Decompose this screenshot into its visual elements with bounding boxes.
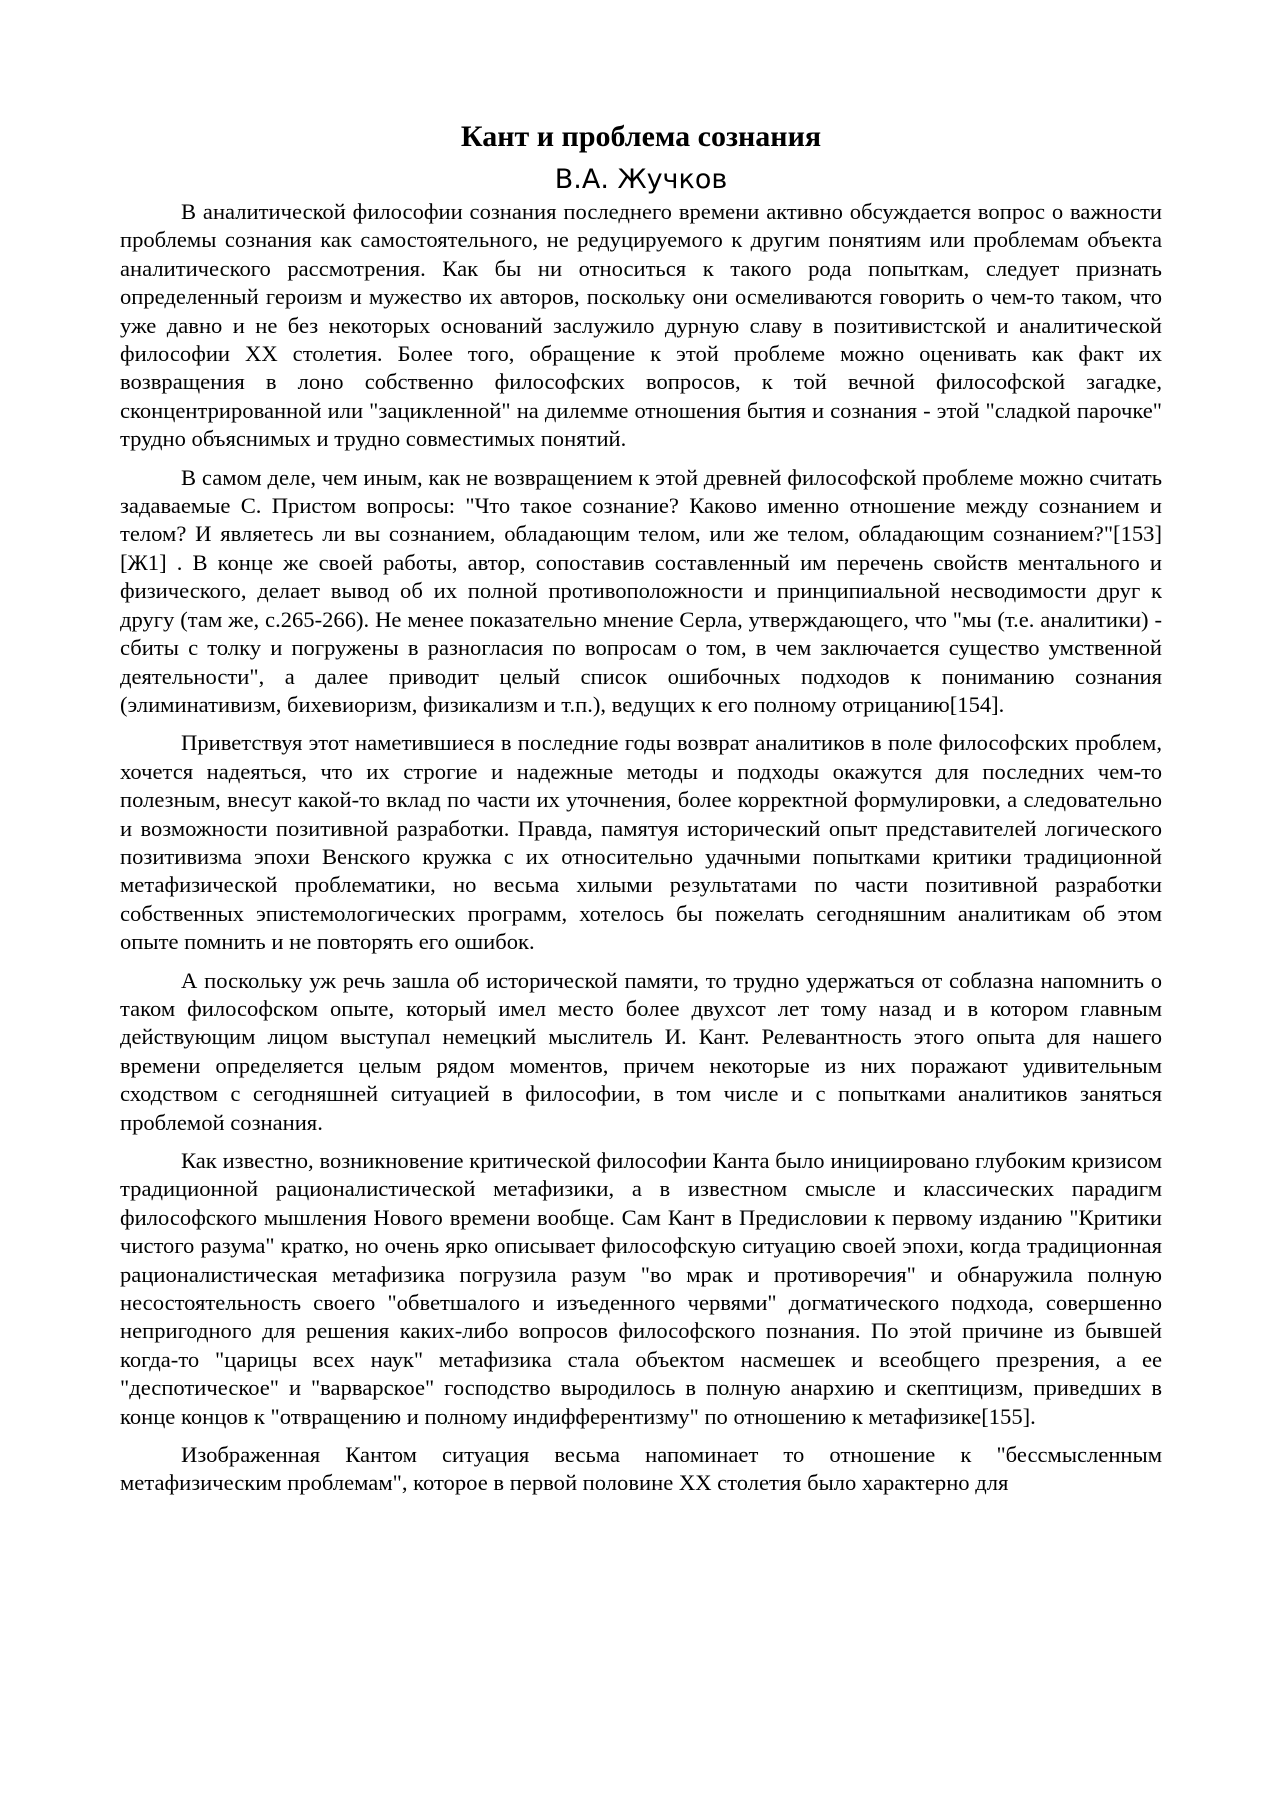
document-author: В.А. Жучков [554,164,728,195]
paragraph-4: А поскольку уж речь зашла об исторической памяти, то трудно удержаться от соблазна напомнить о таком философском опыте, который имел место более двухсот лет тому назад и в котором главным действующим лицом выступал немецкий мыслитель И. Кант. Релевантность этого опыта для нашего времени определяется целым рядом моментов, причем некоторые из них поражают удивительным сходством с сегодняшней ситуацией в философии, в том числе и с попытками аналитиков заняться проблемой сознания. [120,967,1162,1135]
document-title: Кант и проблема сознания [460,120,822,153]
paragraph-5: Как известно, возникновение критической философии Канта было инициировано глубоким кризисом традиционной рационалистической метафизики, а в известном смысле и классических парадигм философского мышления Нового времени вообще. Сам Кант в Предисловии к первому изданию "Критики чистого разума" кратко, но очень ярко описывает философскую ситуацию своей эпохи, когда традиционная рационалистическая метафизика погрузила разум "во мрак и противоречия" и обнаружила полную несостоятельность своего "обветшалого и изъеденного червями" догматического подхода, совершенно непригодного для решения каких-либо вопросов философского познания. По этой причине из бывшей когда-то "царицы всех наук" метафизика стала объектом насмешек и всеобщего презрения, а ее "деспотическое" и "варварское" господство выродилось в полную анархию и скептицизм, приведших в конце концов к "отвращению и полному индифферентизму" по отношению к метафизике[155]. [120,1148,1162,1429]
document-body [120,198,1162,1498]
paragraph-1: В аналитической философии сознания последнего времени активно обсуждается вопрос о важности проблемы сознания как самостоятельного, не редуцируемого к другим понятиям или проблемам объекта аналитического рассмотрения. Как бы ни относиться к такого рода попыткам, следует признать определенный героизм и мужество их авторов, поскольку они осмеливаются говорить о чем-то таком, что уже давно и не без некоторых оснований заслужило дурную славу в позитивистской и аналитической философии XX столетия. Более того, обращение к этой проблеме можно оценивать как факт их возвращения в лоно собственно философских вопросов, к той вечной философской загадке, сконцентрированной или "зацикленной" на дилемме отношения бытия и сознания - этой "сладкой парочке" трудно объяснимых и трудно совместимых понятий. [120,199,1162,452]
paragraph-3: Приветствуя этот наметившиеся в последние годы возврат аналитиков в поле философских проблем, хочется надеяться, что их строгие и надежные методы и подходы окажутся для последних чем-то полезным, внесут какой-то вклад по части их уточнения, более корректной формулировки, а следовательно и возможности позитивной разработки. Правда, памятуя исторический опыт представителей логического позитивизма эпохи Венского кружка с их относительно удачными попытками критики традиционной метафизической проблематики, но весьма хилыми результатами по части позитивной разработки собственных эпистемологических программ, хотелось бы пожелать сегодняшним аналитикам об этом опыте помнить и не повторять его ошибок. [120,730,1162,955]
paragraph-2: В самом деле, чем иным, как не возвращением к этой древней философской проблеме можно считать задаваемые С. Пристом вопросы: "Что такое сознание? Каково именно отношение между сознанием и телом? И являетесь ли вы сознанием, обладающим телом, или же телом, обладающим сознанием?"[153][Ж1] . В конце же своей работы, автор, сопоставив составленный им перечень свойств ментального и физического, делает вывод об их полной противоположности и принципиальной несводимости друг к другу (там же, с.265-266). Не менее показательно мнение Серла, утверждающего, что "мы (т.е. аналитики) - сбиты с толку и погружены в разногласия по вопросам о том, в чем заключается существо умственной деятельности", а далее приводит целый список ошибочных подходов к пониманию сознания (элиминативизм, бихевиоризм, физикализм и т.п.), ведущих к его полному отрицанию[154]. [120,464,1162,717]
paragraph-6: Изображенная Кантом ситуация весьма напоминает то отношение к "бессмысленным метафизическим проблемам", которое в первой половине XX столетия было характерно для [120,1442,1162,1496]
document-page [120,118,1162,1508]
